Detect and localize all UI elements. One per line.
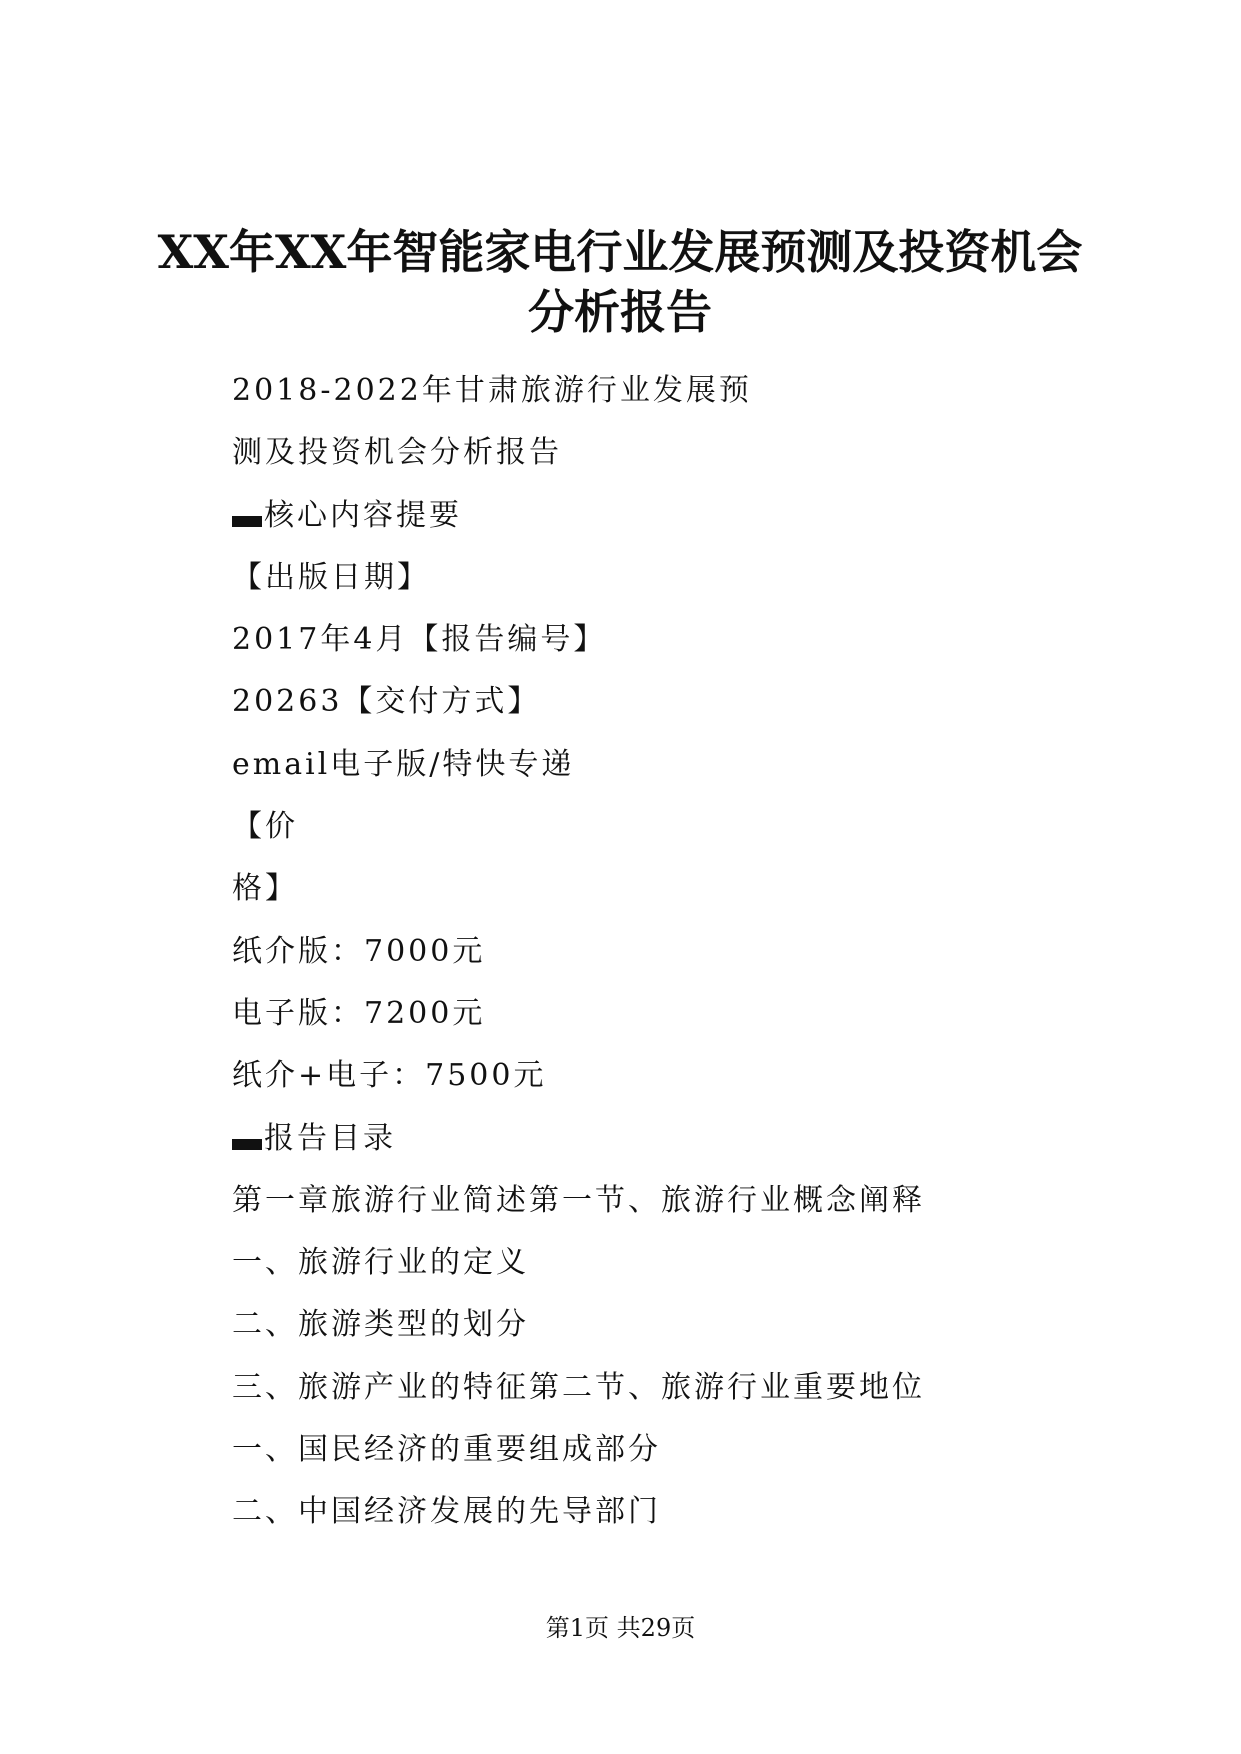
body-line <box>232 921 1092 983</box>
line-text: 二、中国经济发展的先导部门 <box>232 1494 661 1530</box>
section-heading <box>232 485 1092 547</box>
body-line <box>232 671 1092 733</box>
body-line <box>232 1294 1092 1356</box>
line-text: 【价 <box>232 809 298 845</box>
line-text: 2017年4月【报告编号】 <box>232 622 607 658</box>
page-footer: 第1页 共29页 <box>545 1614 696 1642</box>
line-text: 报告目录 <box>264 1120 396 1156</box>
body-line <box>232 1170 1092 1232</box>
body-line <box>232 360 1092 422</box>
body-line <box>232 734 1092 796</box>
body-line <box>232 422 1092 484</box>
body-line <box>232 1419 1092 1481</box>
body-line <box>232 547 1092 609</box>
title-line-2: 分析报告 <box>528 285 712 339</box>
line-text: 纸介+电子：7500元 <box>232 1058 547 1094</box>
line-text: 一、旅游行业的定义 <box>232 1245 529 1281</box>
line-text: 三、旅游产业的特征第二节、旅游行业重要地位 <box>232 1369 925 1405</box>
body-line <box>232 609 1092 671</box>
line-text: 【出版日期】 <box>232 559 430 595</box>
body-line <box>232 1045 1092 1107</box>
line-text: 二、旅游类型的划分 <box>232 1307 529 1343</box>
title-line-1: XX年XX年智能家电行业发展预测及投资机会 <box>157 225 1083 279</box>
line-text: 20263【交付方式】 <box>232 684 541 720</box>
line-text: 纸介版：7000元 <box>232 933 486 969</box>
body-line <box>232 1481 1092 1543</box>
body-line <box>232 858 1092 920</box>
body-line <box>232 983 1092 1045</box>
line-text: 测及投资机会分析报告 <box>232 435 562 471</box>
line-text: 核心内容提要 <box>264 497 462 533</box>
section-marker-icon <box>232 516 262 527</box>
body-line <box>232 1357 1092 1419</box>
body-line <box>232 1232 1092 1294</box>
line-text: 格】 <box>232 871 298 907</box>
line-text: 一、国民经济的重要组成部分 <box>232 1432 661 1468</box>
line-text: 第一章旅游行业简述第一节、旅游行业概念阐释 <box>232 1182 925 1218</box>
document-body <box>232 360 1092 1544</box>
section-marker-icon <box>232 1139 262 1150</box>
line-text: email电子版/特快专递 <box>232 746 575 782</box>
line-text: 电子版：7200元 <box>232 995 486 1031</box>
document-title <box>150 222 1090 342</box>
line-text: 2018-2022年甘肃旅游行业发展预 <box>232 373 752 408</box>
section-heading <box>232 1108 1092 1170</box>
body-line <box>232 796 1092 858</box>
